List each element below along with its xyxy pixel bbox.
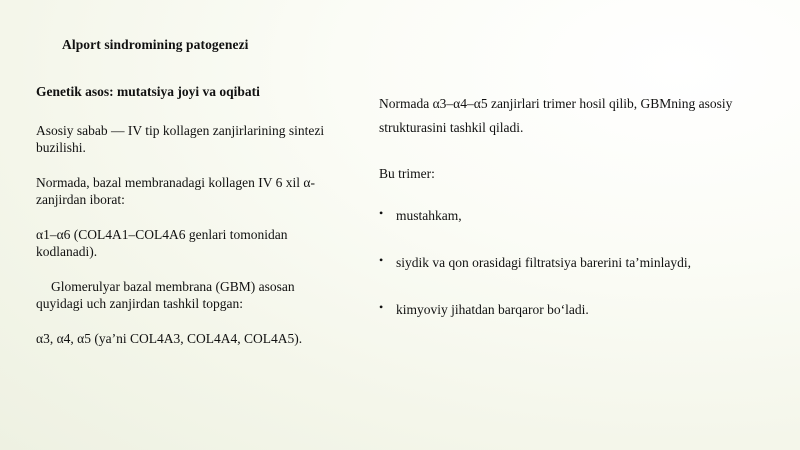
list-item-text: kimyoviy jihatdan barqaror bo‘ladi. (396, 302, 589, 317)
paragraph-collagen-chains: Normada, bazal membranadagi kollagen IV 6 xil α-zanjirdan iborat: (36, 175, 315, 207)
list-item (379, 207, 769, 224)
slide-title: Alport sindromining patogenezi (62, 37, 249, 52)
paragraph-genes: α1–α6 (COL4A1–COL4A6 genlari tomonidan kodlanadi). (36, 227, 288, 259)
paragraph-alpha-chains: α3, α4, α5 (ya’ni COL4A3, COL4A4, COL4A5). (36, 331, 303, 346)
section-subheading: Genetik asos: mutatsiya joyi va oqibati (36, 84, 260, 99)
bullet-icon: • (379, 206, 384, 220)
list-item-text: mustahkam, (396, 208, 462, 223)
list-item (379, 254, 769, 271)
bullet-icon: • (379, 253, 384, 267)
paragraph-trimer-lead: Bu trimer: (379, 166, 435, 181)
paragraph-gbm: Glomerulyar bazal membrana (GBM) asosan quyidagi uch zanjirdan tashkil topgan: (36, 279, 295, 311)
right-column (379, 92, 769, 348)
paragraph-trimer-intro: Normada α3–α4–α5 zanjirlari trimer hosil qilib, GBMning asosiy strukturasini tashkil qiladi. (379, 96, 733, 135)
bullet-icon: • (379, 300, 384, 314)
left-column (36, 83, 326, 365)
list-item (379, 301, 769, 318)
list-item-text: siydik va qon orasidagi filtratsiya barerini ta’minlaydi, (396, 255, 692, 270)
trimer-properties-list (379, 207, 769, 318)
paragraph-main-cause: Asosiy sabab — IV tip kollagen zanjirlarining sintezi buzilishi. (36, 123, 325, 155)
